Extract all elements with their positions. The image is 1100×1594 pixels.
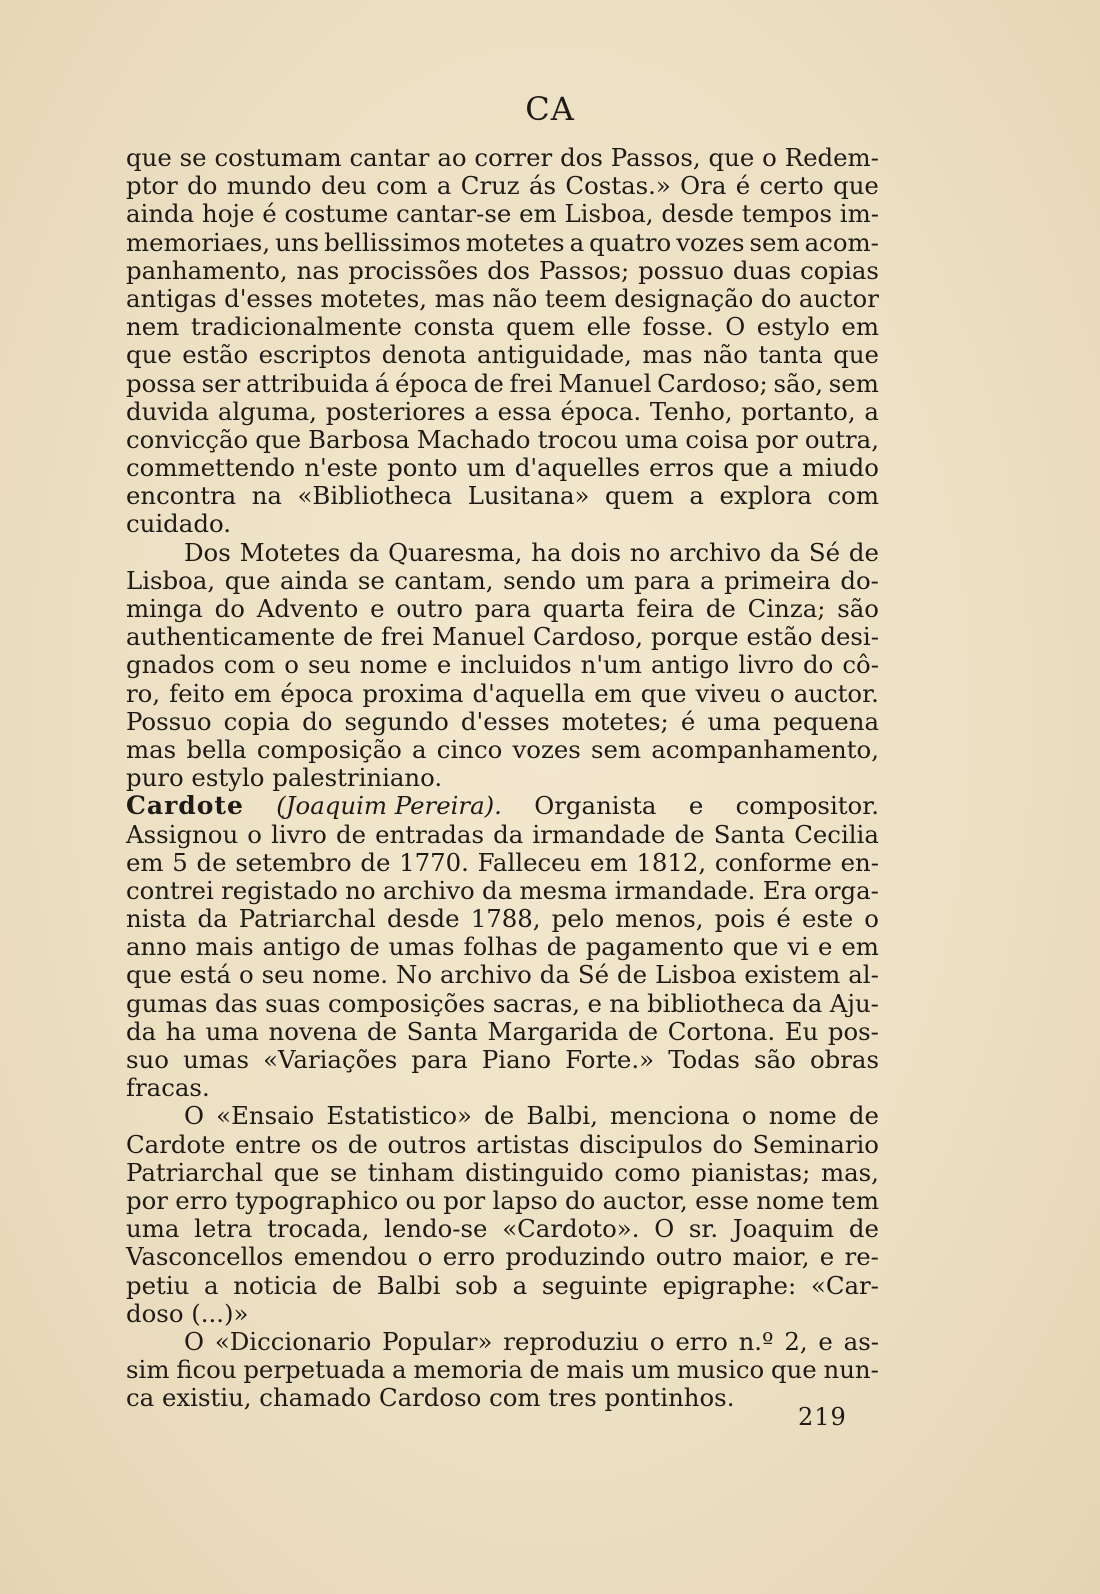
text-line: Dos Motetes da Quaresma, ha dois no archivo da Sé de [184, 537, 879, 567]
text-line: antigas d'esses motetes, mas não teem designação do auctor [126, 283, 879, 313]
text-line: Patriarchal que se tinham distinguido como pianistas; mas, [126, 1157, 879, 1187]
text-line: que se costumam cantar ao correr dos Passos, que o Redem- [126, 143, 879, 172]
text-line: por erro typographico ou por lapso do auctor, esse nome tem [126, 1185, 879, 1215]
text-line: doso (...)» [126, 1298, 249, 1328]
text-line: anno mais antigo de umas folhas de pagamento que vi e em [126, 932, 879, 962]
text-line: convicção que Barbosa Machado trocou uma coisa por outra, [126, 424, 879, 454]
text-line: ainda hoje é costume cantar-se em Lisboa, desde tempos im- [126, 199, 879, 229]
text-line: O «Ensaio Estatistico» de Balbi, menciona o nome de [184, 1101, 879, 1131]
text-line: sim ficou perpetuada a memoria de mais um musico que nun- [126, 1355, 879, 1385]
text-line: Cardote entre os de outros artistas discipulos do Seminario [126, 1129, 879, 1159]
page-number: 219 [798, 1403, 847, 1431]
text-line: fracas. [126, 1073, 210, 1103]
text-line: O «Diccionario Popular» reproduziu o erro n.º 2, e as- [184, 1326, 879, 1356]
text-line: que está o seu nome. No archivo da Sé de Lisboa existem al- [126, 960, 879, 990]
text-line: gnados com o seu nome e incluidos n'um antigo livro do cô- [126, 650, 879, 680]
text-line: memoriaes, uns bellissimos motetes a quatro vozes sem acom- [126, 227, 879, 257]
text-line: Lisboa, que ainda se cantam, sendo um para a primeira do- [126, 565, 879, 595]
text-line: encontra na «Bibliotheca Lusitana» quem a explora com [126, 481, 879, 511]
entry-subtitle: (Joaquim Pereira). [276, 791, 502, 821]
text-line: petiu a noticia de Balbi sob a seguinte epigraphe: «Car- [126, 1270, 879, 1300]
text-line: ptor do mundo deu com a Cruz ás Costas.» Ora é certo que [126, 171, 879, 201]
text-line: possa ser attribuida á época de frei Manuel Cardoso; são, sem [126, 368, 879, 398]
text-line: da ha uma novena de Santa Margarida de Cortona. Eu pos- [126, 1016, 879, 1046]
text-line: gumas das suas composições sacras, e na bibliotheca da Aju- [126, 988, 879, 1018]
text-line: em 5 de setembro de 1770. Falleceu em 1812, conforme en- [126, 847, 879, 877]
text-line: nista da Patriarchal desde 1788, pelo menos, pois é este o [126, 904, 879, 934]
text-line: Possuo copia do segundo d'esses motetes; é uma pequena [126, 706, 879, 736]
text-line: Cardote (Joaquim Pereira). Organista e compositor. [126, 791, 879, 821]
running-header: CA [525, 90, 575, 128]
text-line: uma letra trocada, lendo-se «Cardoto». O sr. Joaquim de [126, 1214, 879, 1244]
text-line: Assignou o livro de entradas da irmandade de Santa Cecilia [126, 819, 879, 849]
text-line: que estão escriptos denota antiguidade, mas não tanta que [126, 340, 879, 370]
page-body-text [126, 144, 879, 1412]
text-line: Vasconcellos emendou o erro produzindo outro maior, e re- [126, 1242, 879, 1272]
text-line: duvida alguma, posteriores a essa época. Tenho, portanto, a [126, 396, 879, 426]
text-line: minga do Advento e outro para quarta feira de Cinza; são [126, 594, 879, 623]
text-line: panhamento, nas procissões dos Passos; possuo duas copias [126, 255, 879, 285]
text-line: contrei registado no archivo da mesma irmandade. Era orga- [126, 875, 879, 905]
text-line: cuidado. [126, 509, 231, 539]
text-line: nem tradicionalmente consta quem elle fosse. O estylo em [126, 312, 879, 342]
text-line: puro estylo palestriniano. [126, 763, 443, 793]
entry-headword: Cardote [126, 791, 244, 821]
text-line: ca existiu, chamado Cardoso com tres pontinhos. [126, 1383, 735, 1413]
text-line: mas bella composição a cinco vozes sem acompanhamento, [126, 734, 879, 764]
text-line: ro, feito em época proxima d'aquella em que viveu o auctor. [126, 678, 879, 708]
text-line: suo umas «Variações para Piano Forte.» Todas são obras [126, 1045, 879, 1074]
text-line: authenticamente de frei Manuel Cardoso, porque estão desi- [126, 622, 879, 652]
text-line: commettendo n'este ponto um d'aquelles erros que a miudo [126, 453, 879, 483]
